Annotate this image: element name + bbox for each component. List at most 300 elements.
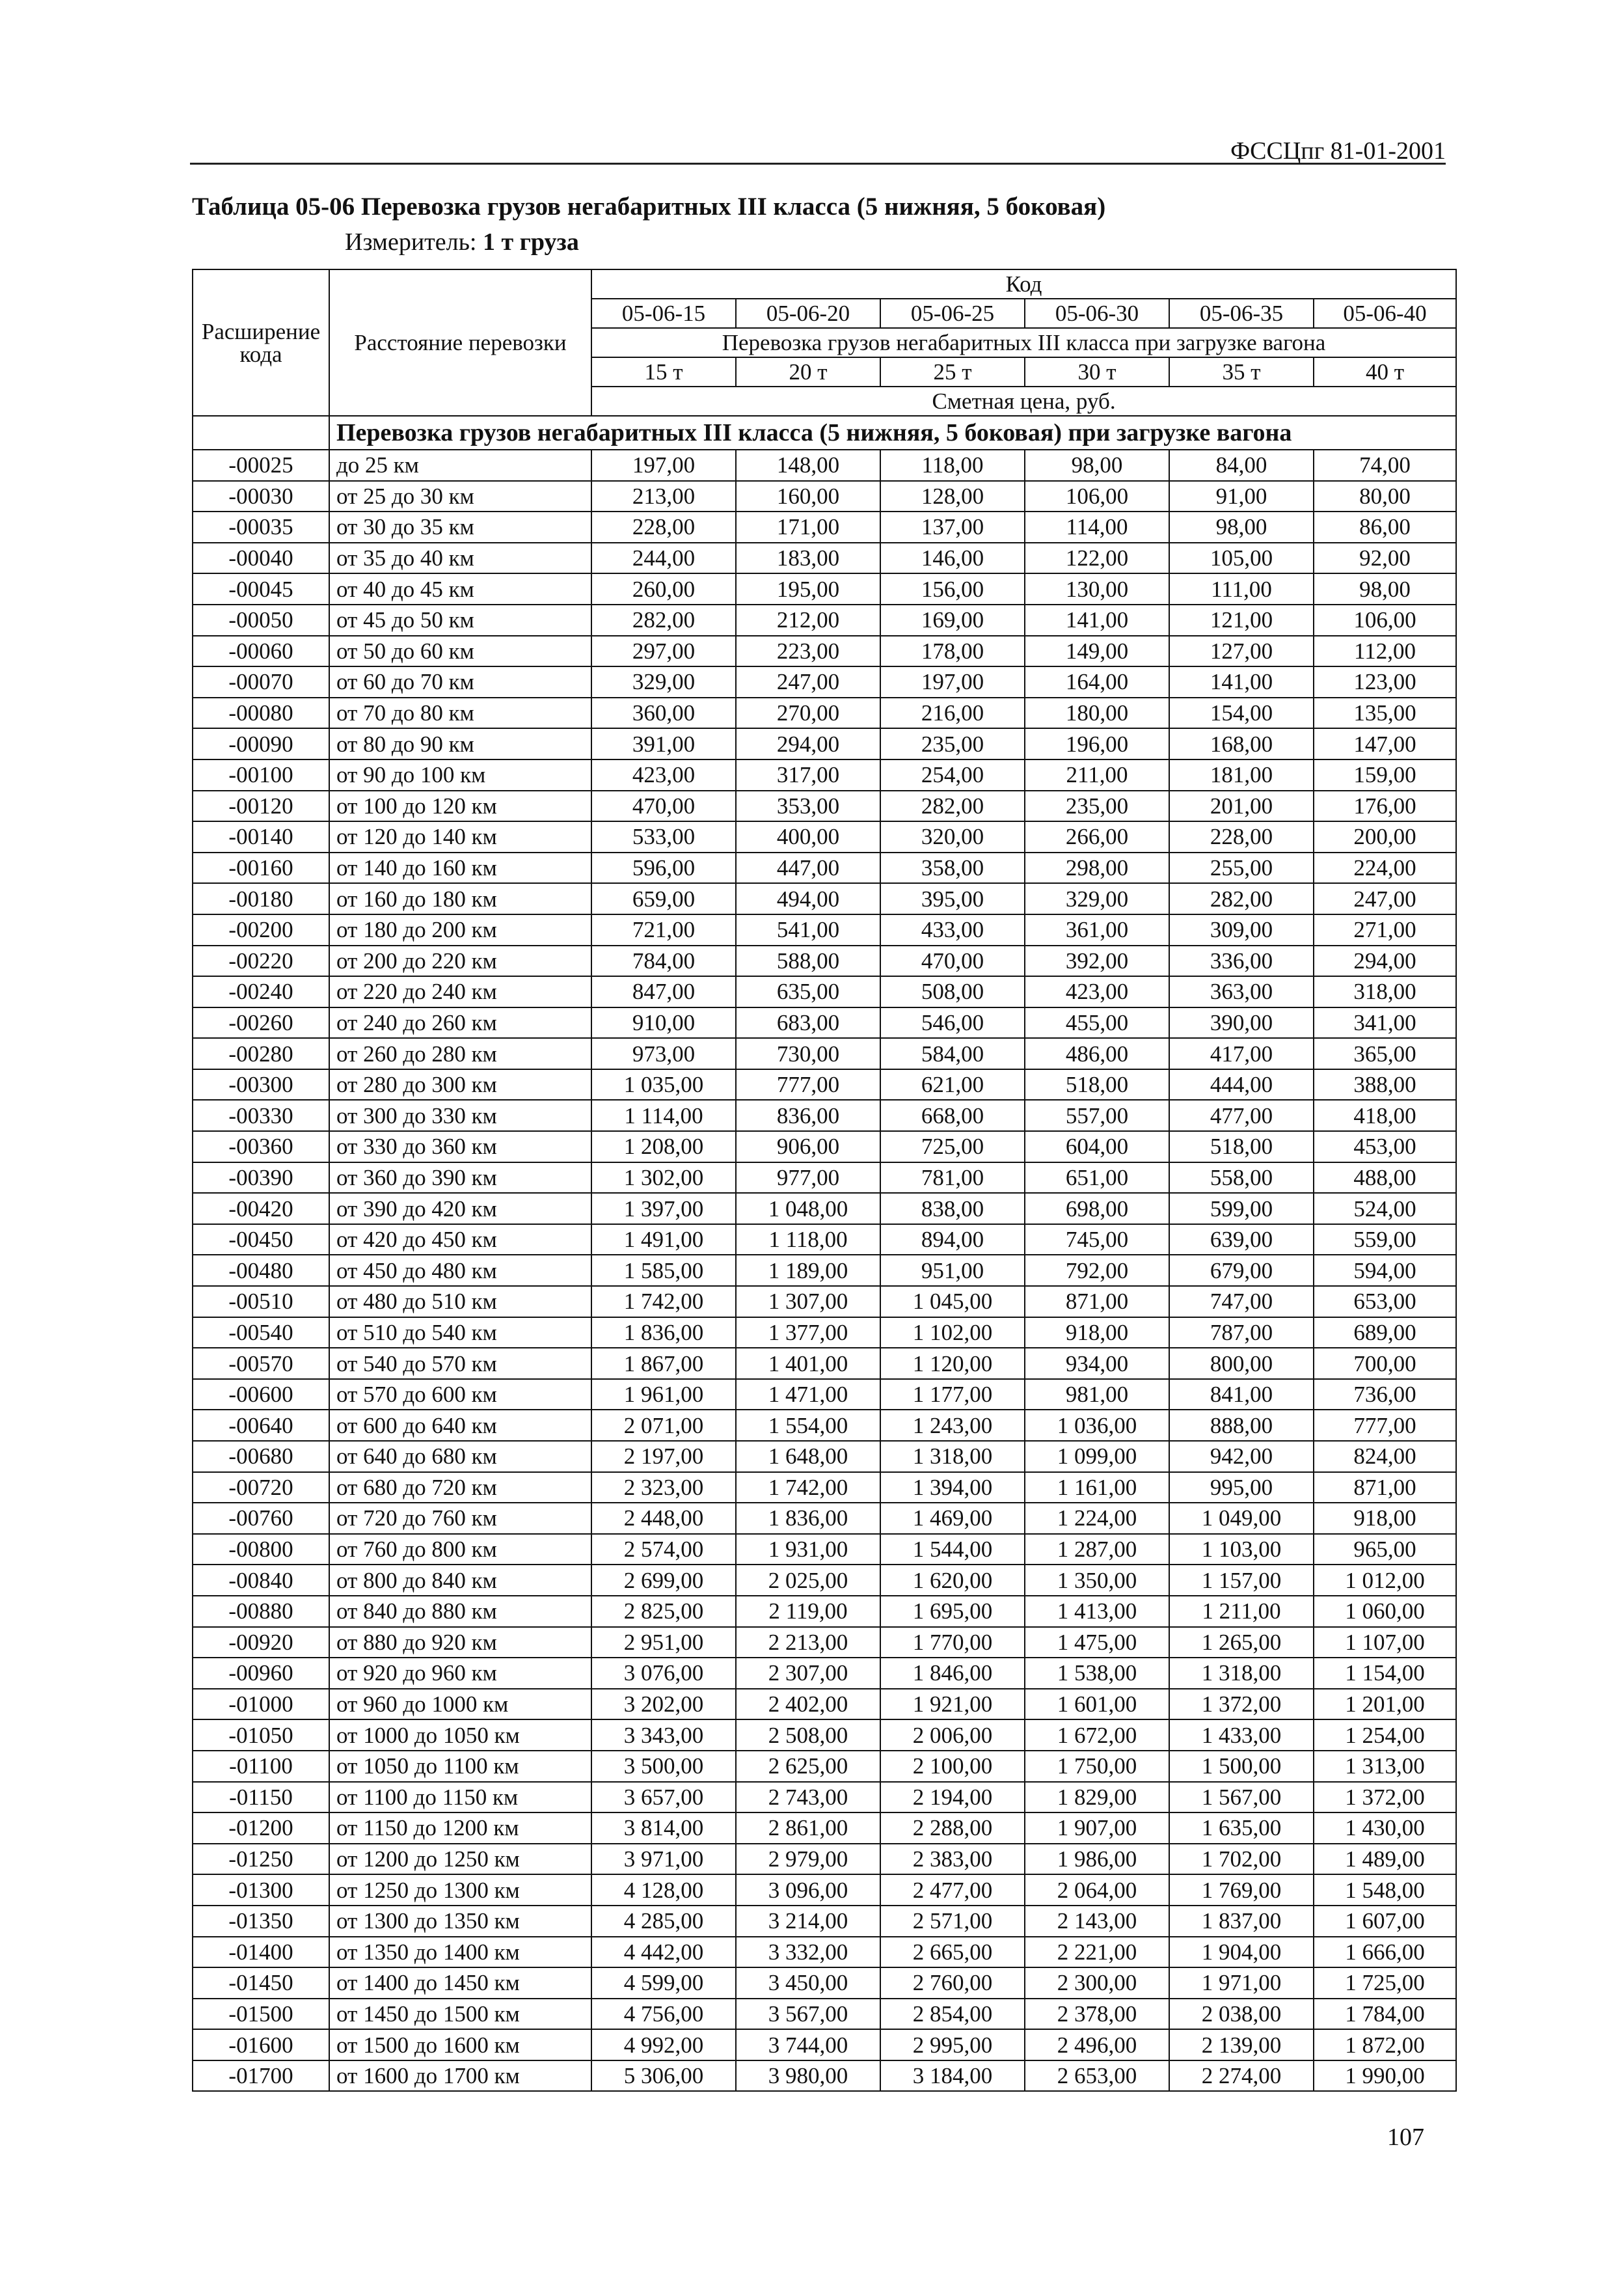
price-cell: 260,00 <box>591 573 736 605</box>
price-cell: 400,00 <box>736 821 880 853</box>
price-cell: 360,00 <box>591 698 736 729</box>
price-cell: 2 760,00 <box>880 1967 1025 1999</box>
price-cell: 121,00 <box>1169 605 1314 636</box>
measure-unit-label: Измеритель: <box>345 228 477 256</box>
price-cell: 1 635,00 <box>1169 1812 1314 1844</box>
price-cell: 390,00 <box>1169 1007 1314 1039</box>
distance-cell: от 540 до 570 км <box>329 1348 591 1379</box>
price-cell: 518,00 <box>1169 1131 1314 1162</box>
price-cell: 683,00 <box>736 1007 880 1039</box>
table-row <box>193 2029 1456 2060</box>
price-cell: 74,00 <box>1314 450 1456 481</box>
price-cell: 1 154,00 <box>1314 1658 1456 1689</box>
price-cell: 176,00 <box>1314 791 1456 822</box>
ext-code-cell: -00680 <box>193 1441 329 1472</box>
price-cell: 2 307,00 <box>736 1658 880 1689</box>
price-cell: 2 825,00 <box>591 1596 736 1627</box>
price-cell: 92,00 <box>1314 543 1456 574</box>
price-cell: 2 477,00 <box>880 1874 1025 1906</box>
distance-cell: от 200 до 220 км <box>329 946 591 977</box>
header-price-label: Сметная цена, руб. <box>591 387 1456 416</box>
price-cell: 453,00 <box>1314 1131 1456 1162</box>
ext-code-cell: -00060 <box>193 636 329 667</box>
price-cell: 224,00 <box>1314 853 1456 884</box>
price-cell: 417,00 <box>1169 1038 1314 1069</box>
price-cell: 169,00 <box>880 605 1025 636</box>
price-cell: 294,00 <box>736 728 880 759</box>
price-cell: 1 254,00 <box>1314 1719 1456 1751</box>
price-cell: 228,00 <box>591 512 736 543</box>
price-cell: 906,00 <box>736 1131 880 1162</box>
price-cell: 2 861,00 <box>736 1812 880 1844</box>
price-cell: 973,00 <box>591 1038 736 1069</box>
ext-code-cell: -00510 <box>193 1286 329 1317</box>
table-row <box>193 1410 1456 1441</box>
ext-code-cell: -00050 <box>193 605 329 636</box>
header-code-cell: 05-06-20 <box>736 299 880 328</box>
price-cell: 196,00 <box>1025 728 1169 759</box>
price-cell: 270,00 <box>736 698 880 729</box>
ext-code-cell: -01150 <box>193 1782 329 1813</box>
price-cell: 2 038,00 <box>1169 1999 1314 2030</box>
price-cell: 1 350,00 <box>1025 1565 1169 1596</box>
price-cell: 1 666,00 <box>1314 1937 1456 1968</box>
price-cell: 3 657,00 <box>591 1782 736 1813</box>
price-cell: 181,00 <box>1169 759 1314 791</box>
table-row <box>193 1255 1456 1286</box>
distance-cell: от 260 до 280 км <box>329 1038 591 1069</box>
distance-cell: от 1150 до 1200 км <box>329 1812 591 1844</box>
ext-code-cell: -00180 <box>193 883 329 914</box>
price-cell: 730,00 <box>736 1038 880 1069</box>
price-cell: 2 378,00 <box>1025 1999 1169 2030</box>
price-cell: 3 343,00 <box>591 1719 736 1751</box>
price-cell: 2 448,00 <box>591 1503 736 1534</box>
price-cell: 725,00 <box>880 1131 1025 1162</box>
price-cell: 1 961,00 <box>591 1379 736 1410</box>
price-cell: 1 430,00 <box>1314 1812 1456 1844</box>
price-cell: 800,00 <box>1169 1348 1314 1379</box>
price-cell: 1 607,00 <box>1314 1906 1456 1937</box>
price-cell: 282,00 <box>591 605 736 636</box>
price-cell: 156,00 <box>880 573 1025 605</box>
price-cell: 1 118,00 <box>736 1224 880 1255</box>
price-cell: 1 211,00 <box>1169 1596 1314 1627</box>
price-cell: 1 990,00 <box>1314 2060 1456 2092</box>
price-cell: 4 128,00 <box>591 1874 736 1906</box>
price-cell: 1 702,00 <box>1169 1844 1314 1875</box>
price-cell: 621,00 <box>880 1069 1025 1101</box>
price-cell: 3 814,00 <box>591 1812 736 1844</box>
ext-code-cell: -01350 <box>193 1906 329 1937</box>
price-cell: 244,00 <box>591 543 736 574</box>
price-cell: 888,00 <box>1169 1410 1314 1441</box>
distance-cell: от 510 до 540 км <box>329 1317 591 1348</box>
price-cell: 149,00 <box>1025 636 1169 667</box>
ext-code-cell: -00120 <box>193 791 329 822</box>
ext-code-cell: -01250 <box>193 1844 329 1875</box>
price-cell: 309,00 <box>1169 914 1314 946</box>
price-cell: 213,00 <box>591 481 736 512</box>
table-row <box>193 1503 1456 1534</box>
price-cell: 1 500,00 <box>1169 1751 1314 1782</box>
price-cell: 1 931,00 <box>736 1534 880 1565</box>
price-cell: 1 049,00 <box>1169 1503 1314 1534</box>
price-cell: 137,00 <box>880 512 1025 543</box>
table-row <box>193 1596 1456 1627</box>
price-cell: 1 904,00 <box>1169 1937 1314 1968</box>
price-cell: 777,00 <box>736 1069 880 1101</box>
table-row <box>193 1224 1456 1255</box>
price-cell: 3 214,00 <box>736 1906 880 1937</box>
price-cell: 604,00 <box>1025 1131 1169 1162</box>
price-cell: 486,00 <box>1025 1038 1169 1069</box>
price-cell: 361,00 <box>1025 914 1169 946</box>
ext-code-cell: -00240 <box>193 976 329 1007</box>
ext-code-cell: -01450 <box>193 1967 329 1999</box>
distance-cell: от 300 до 330 км <box>329 1100 591 1131</box>
price-cell: 4 756,00 <box>591 1999 736 2030</box>
price-cell: 965,00 <box>1314 1534 1456 1565</box>
price-cell: 4 442,00 <box>591 1937 736 1968</box>
price-cell: 784,00 <box>591 946 736 977</box>
distance-cell: от 450 до 480 км <box>329 1255 591 1286</box>
distance-cell: до 25 км <box>329 450 591 481</box>
ext-code-cell: -01200 <box>193 1812 329 1844</box>
price-cell: 508,00 <box>880 976 1025 1007</box>
price-cell: 918,00 <box>1314 1503 1456 1534</box>
price-cell: 363,00 <box>1169 976 1314 1007</box>
table-row <box>193 1472 1456 1503</box>
price-cell: 871,00 <box>1025 1286 1169 1317</box>
distance-cell: от 160 до 180 км <box>329 883 591 914</box>
price-cell: 178,00 <box>880 636 1025 667</box>
ext-code-cell: -00140 <box>193 821 329 853</box>
price-cell: 388,00 <box>1314 1069 1456 1101</box>
price-cell: 433,00 <box>880 914 1025 946</box>
price-cell: 130,00 <box>1025 573 1169 605</box>
table-row <box>193 1038 1456 1069</box>
price-cell: 1 829,00 <box>1025 1782 1169 1813</box>
price-cell: 235,00 <box>1025 791 1169 822</box>
measure-unit-value: 1 т груза <box>483 228 579 256</box>
price-cell: 659,00 <box>591 883 736 914</box>
price-cell: 1 036,00 <box>1025 1410 1169 1441</box>
distance-cell: от 1400 до 1450 км <box>329 1967 591 1999</box>
price-cell: 2 064,00 <box>1025 1874 1169 1906</box>
price-cell: 1 189,00 <box>736 1255 880 1286</box>
price-cell: 995,00 <box>1169 1472 1314 1503</box>
ext-code-cell: -00760 <box>193 1503 329 1534</box>
ext-code-cell: -00080 <box>193 698 329 729</box>
ext-code-cell: -01500 <box>193 1999 329 2030</box>
header-load-description: Перевозка грузов негабаритных III класса при загрузке вагона <box>591 328 1456 357</box>
price-cell: 298,00 <box>1025 853 1169 884</box>
price-cell: 584,00 <box>880 1038 1025 1069</box>
price-cell: 1 784,00 <box>1314 1999 1456 2030</box>
table-title: Таблица 05-06 Перевозка грузов негабаритных III класса (5 нижняя, 5 боковая) <box>192 193 1106 221</box>
price-cell: 3 971,00 <box>591 1844 736 1875</box>
price-cell: 5 306,00 <box>591 2060 736 2092</box>
price-cell: 1 695,00 <box>880 1596 1025 1627</box>
price-cell: 1 313,00 <box>1314 1751 1456 1782</box>
ext-code-cell: -01050 <box>193 1719 329 1751</box>
price-cell: 2 699,00 <box>591 1565 736 1596</box>
price-cell: 255,00 <box>1169 853 1314 884</box>
price-cell: 721,00 <box>591 914 736 946</box>
table-row <box>193 1565 1456 1596</box>
price-cell: 122,00 <box>1025 543 1169 574</box>
table-row <box>193 728 1456 759</box>
price-cell: 2 143,00 <box>1025 1906 1169 1937</box>
table-row <box>193 605 1456 636</box>
price-cell: 2 100,00 <box>880 1751 1025 1782</box>
ext-code-cell: -00880 <box>193 1596 329 1627</box>
price-cell: 128,00 <box>880 481 1025 512</box>
price-cell: 336,00 <box>1169 946 1314 977</box>
price-cell: 1 060,00 <box>1314 1596 1456 1627</box>
price-cell: 223,00 <box>736 636 880 667</box>
ext-code-cell: -00920 <box>193 1627 329 1658</box>
distance-cell: от 1450 до 1500 км <box>329 1999 591 2030</box>
table-row <box>193 543 1456 574</box>
price-cell: 1 401,00 <box>736 1348 880 1379</box>
price-cell: 1 672,00 <box>1025 1719 1169 1751</box>
price-cell: 1 971,00 <box>1169 1967 1314 1999</box>
ext-code-cell: -00300 <box>193 1069 329 1101</box>
price-cell: 2 274,00 <box>1169 2060 1314 2092</box>
distance-cell: от 570 до 600 км <box>329 1379 591 1410</box>
price-cell: 197,00 <box>591 450 736 481</box>
price-cell: 1 243,00 <box>880 1410 1025 1441</box>
ext-code-cell: -00420 <box>193 1193 329 1224</box>
price-cell: 212,00 <box>736 605 880 636</box>
price-cell: 135,00 <box>1314 698 1456 729</box>
price-cell: 1 413,00 <box>1025 1596 1169 1627</box>
table-row <box>193 1193 1456 1224</box>
distance-cell: от 680 до 720 км <box>329 1472 591 1503</box>
price-cell: 1 177,00 <box>880 1379 1025 1410</box>
price-cell: 266,00 <box>1025 821 1169 853</box>
price-cell: 2 574,00 <box>591 1534 736 1565</box>
price-cell: 541,00 <box>736 914 880 946</box>
price-cell: 271,00 <box>1314 914 1456 946</box>
distance-cell: от 1300 до 1350 км <box>329 1906 591 1937</box>
price-cell: 1 397,00 <box>591 1193 736 1224</box>
ext-code-cell: -00030 <box>193 481 329 512</box>
price-cell: 318,00 <box>1314 976 1456 1007</box>
price-cell: 391,00 <box>591 728 736 759</box>
price-cell: 418,00 <box>1314 1100 1456 1131</box>
price-cell: 2 951,00 <box>591 1627 736 1658</box>
price-cell: 2 979,00 <box>736 1844 880 1875</box>
price-cell: 1 585,00 <box>591 1255 736 1286</box>
price-cell: 111,00 <box>1169 573 1314 605</box>
ext-code-cell: -01300 <box>193 1874 329 1906</box>
price-cell: 2 139,00 <box>1169 2029 1314 2060</box>
price-cell: 160,00 <box>736 481 880 512</box>
price-cell: 1 265,00 <box>1169 1627 1314 1658</box>
table-row <box>193 1627 1456 1658</box>
price-cell: 894,00 <box>880 1224 1025 1255</box>
table-row <box>193 573 1456 605</box>
ext-code-cell: -01700 <box>193 2060 329 2092</box>
page-number: 107 <box>1387 2124 1424 2151</box>
ext-code-cell: -00070 <box>193 666 329 698</box>
price-cell: 1 544,00 <box>880 1534 1025 1565</box>
header-weight-cell: 20 т <box>736 357 880 387</box>
price-cell: 114,00 <box>1025 512 1169 543</box>
distance-cell: от 30 до 35 км <box>329 512 591 543</box>
distance-cell: от 1100 до 1150 км <box>329 1782 591 1813</box>
price-cell: 2 383,00 <box>880 1844 1025 1875</box>
price-cell: 679,00 <box>1169 1255 1314 1286</box>
price-cell: 1 742,00 <box>736 1472 880 1503</box>
table-row <box>193 821 1456 853</box>
price-cell: 2 665,00 <box>880 1937 1025 1968</box>
price-cell: 781,00 <box>880 1162 1025 1194</box>
price-cell: 1 114,00 <box>591 1100 736 1131</box>
distance-cell: от 840 до 880 км <box>329 1596 591 1627</box>
price-cell: 2 194,00 <box>880 1782 1025 1813</box>
price-cell: 910,00 <box>591 1007 736 1039</box>
price-cell: 841,00 <box>1169 1379 1314 1410</box>
price-cell: 3 567,00 <box>736 1999 880 2030</box>
distance-cell: от 140 до 160 км <box>329 853 591 884</box>
price-cell: 2 288,00 <box>880 1812 1025 1844</box>
price-cell: 918,00 <box>1025 1317 1169 1348</box>
distance-cell: от 25 до 30 км <box>329 481 591 512</box>
price-cell: 488,00 <box>1314 1162 1456 1194</box>
ext-code-cell: -00480 <box>193 1255 329 1286</box>
price-cell: 494,00 <box>736 883 880 914</box>
table-row <box>193 666 1456 698</box>
price-cell: 2 025,00 <box>736 1565 880 1596</box>
price-cell: 792,00 <box>1025 1255 1169 1286</box>
price-cell: 1 769,00 <box>1169 1874 1314 1906</box>
distance-cell: от 760 до 800 км <box>329 1534 591 1565</box>
price-cell: 105,00 <box>1169 543 1314 574</box>
distance-cell: от 280 до 300 км <box>329 1069 591 1101</box>
price-cell: 247,00 <box>1314 883 1456 914</box>
price-cell: 594,00 <box>1314 1255 1456 1286</box>
distance-cell: от 100 до 120 км <box>329 791 591 822</box>
price-cell: 1 394,00 <box>880 1472 1025 1503</box>
distance-cell: от 1350 до 1400 км <box>329 1937 591 1968</box>
price-cell: 2 221,00 <box>1025 1937 1169 1968</box>
price-cell: 747,00 <box>1169 1286 1314 1317</box>
distance-cell: от 1000 до 1050 км <box>329 1719 591 1751</box>
price-cell: 147,00 <box>1314 728 1456 759</box>
price-cell: 320,00 <box>880 821 1025 853</box>
price-cell: 1 489,00 <box>1314 1844 1456 1875</box>
price-cell: 981,00 <box>1025 1379 1169 1410</box>
distance-cell: от 600 до 640 км <box>329 1410 591 1441</box>
price-cell: 1 725,00 <box>1314 1967 1456 1999</box>
header-weight-cell: 15 т <box>591 357 736 387</box>
price-cell: 2 496,00 <box>1025 2029 1169 2060</box>
price-cell: 745,00 <box>1025 1224 1169 1255</box>
distance-cell: от 1600 до 1700 км <box>329 2060 591 2092</box>
distance-cell: от 120 до 140 км <box>329 821 591 853</box>
price-cell: 588,00 <box>736 946 880 977</box>
price-cell: 392,00 <box>1025 946 1169 977</box>
price-cell: 2 625,00 <box>736 1751 880 1782</box>
table-row <box>193 791 1456 822</box>
price-cell: 1 620,00 <box>880 1565 1025 1596</box>
price-cell: 1 433,00 <box>1169 1719 1314 1751</box>
price-cell: 127,00 <box>1169 636 1314 667</box>
distance-cell: от 1200 до 1250 км <box>329 1844 591 1875</box>
price-cell: 358,00 <box>880 853 1025 884</box>
table-row <box>193 1441 1456 1472</box>
table-row <box>193 1906 1456 1937</box>
price-cell: 1 554,00 <box>736 1410 880 1441</box>
price-cell: 470,00 <box>591 791 736 822</box>
price-cell: 1 742,00 <box>591 1286 736 1317</box>
price-cell: 2 197,00 <box>591 1441 736 1472</box>
price-cell: 533,00 <box>591 821 736 853</box>
ext-code-cell: -00090 <box>193 728 329 759</box>
price-cell: 282,00 <box>1169 883 1314 914</box>
price-cell: 518,00 <box>1025 1069 1169 1101</box>
price-cell: 1 318,00 <box>880 1441 1025 1472</box>
price-cell: 599,00 <box>1169 1193 1314 1224</box>
price-cell: 477,00 <box>1169 1100 1314 1131</box>
price-cell: 1 208,00 <box>591 1131 736 1162</box>
price-cell: 183,00 <box>736 543 880 574</box>
price-cell: 329,00 <box>591 666 736 698</box>
price-cell: 195,00 <box>736 573 880 605</box>
price-cell: 2 743,00 <box>736 1782 880 1813</box>
ext-code-cell: -00800 <box>193 1534 329 1565</box>
price-cell: 91,00 <box>1169 481 1314 512</box>
price-table <box>192 269 1457 2092</box>
table-row <box>193 2060 1456 2092</box>
price-cell: 668,00 <box>880 1100 1025 1131</box>
price-cell: 1 469,00 <box>880 1503 1025 1534</box>
price-cell: 977,00 <box>736 1162 880 1194</box>
price-cell: 1 846,00 <box>880 1658 1025 1689</box>
header-code-cell: 05-06-30 <box>1025 299 1169 328</box>
price-cell: 423,00 <box>1025 976 1169 1007</box>
price-cell: 700,00 <box>1314 1348 1456 1379</box>
price-cell: 1 157,00 <box>1169 1565 1314 1596</box>
price-cell: 444,00 <box>1169 1069 1314 1101</box>
price-cell: 2 508,00 <box>736 1719 880 1751</box>
measure-unit <box>345 228 579 256</box>
price-cell: 557,00 <box>1025 1100 1169 1131</box>
price-cell: 3 202,00 <box>591 1689 736 1720</box>
price-cell: 1 921,00 <box>880 1689 1025 1720</box>
price-cell: 559,00 <box>1314 1224 1456 1255</box>
price-cell: 1 538,00 <box>1025 1658 1169 1689</box>
ext-code-cell: -00220 <box>193 946 329 977</box>
ext-code-cell: -00640 <box>193 1410 329 1441</box>
table-row <box>193 1007 1456 1039</box>
price-cell: 942,00 <box>1169 1441 1314 1472</box>
distance-cell: от 60 до 70 км <box>329 666 591 698</box>
table-row <box>193 1100 1456 1131</box>
price-cell: 3 500,00 <box>591 1751 736 1782</box>
price-cell: 254,00 <box>880 759 1025 791</box>
price-cell: 558,00 <box>1169 1162 1314 1194</box>
price-cell: 689,00 <box>1314 1317 1456 1348</box>
price-cell: 1 475,00 <box>1025 1627 1169 1658</box>
table-row <box>193 976 1456 1007</box>
ext-code-cell: -00045 <box>193 573 329 605</box>
price-cell: 1 986,00 <box>1025 1844 1169 1875</box>
